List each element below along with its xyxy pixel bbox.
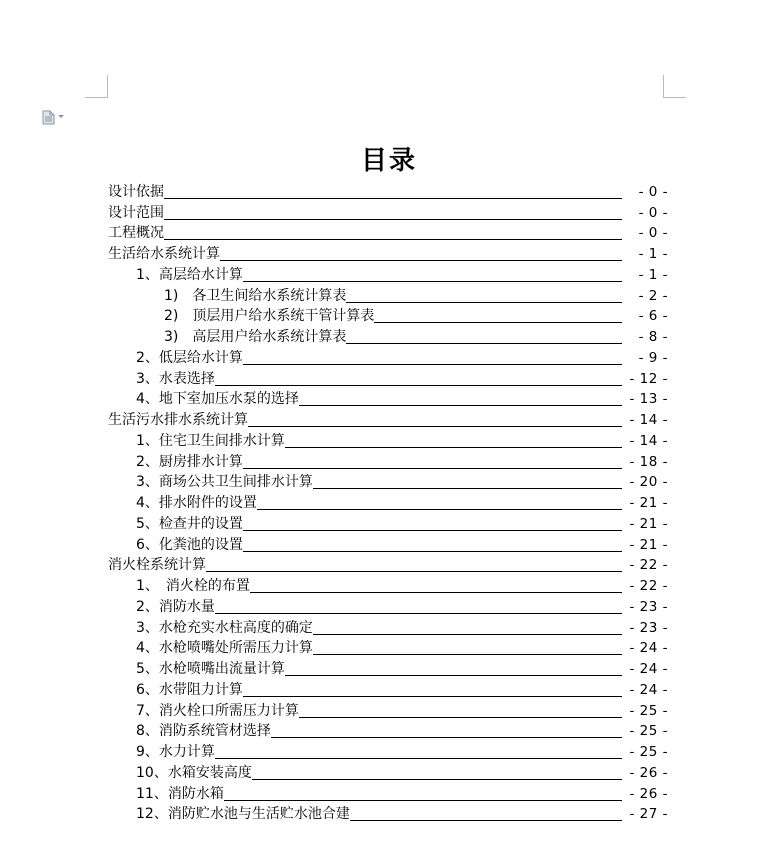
toc-entry-label: 6、水带阻力计算 [136, 681, 243, 698]
toc-entry[interactable] [108, 201, 668, 222]
toc-entry[interactable] [108, 325, 668, 346]
toc-entry-label: 生活给水系统计算 [108, 246, 220, 262]
toc-entry[interactable] [108, 471, 668, 492]
toc-entry-label: 3) 高层用户给水系统计算表 [164, 329, 347, 345]
toc-entry[interactable] [108, 782, 668, 803]
toc-entry-label: 工程概况 [108, 225, 164, 242]
toc-leader-line [350, 820, 622, 821]
toc-entry[interactable] [108, 408, 668, 429]
toc-entry-label: 2) 顶层用户给水系统干管计算表 [164, 308, 375, 325]
toc-entry-label: 消火栓系统计算 [108, 557, 206, 574]
toc-entry-label: 生活污水排水系统计算 [108, 412, 248, 428]
toc-leader-line [313, 654, 622, 655]
toc-entry-page-number: - 0 - [638, 225, 668, 242]
toc-leader-line [220, 260, 622, 261]
toc-entry-page-number: - 25 - [629, 702, 668, 719]
toc-leader-line [252, 779, 622, 780]
toc-entry[interactable] [108, 637, 668, 658]
toc-entry[interactable] [108, 720, 668, 741]
toc-entry-label: 3、水表选择 [136, 370, 215, 387]
toc-entry[interactable] [108, 450, 668, 471]
toc-entry-page-number: - 22 - [629, 578, 668, 594]
toc-leader-line [215, 613, 622, 614]
paste-options-button[interactable] [42, 109, 64, 125]
toc-entry-page-number: - 8 - [638, 329, 668, 345]
toc-entry-label: 5、水枪喷嘴出流量计算 [136, 661, 285, 677]
toc-entry-page-number: - 14 - [629, 412, 668, 428]
toc-entry[interactable] [108, 740, 668, 761]
toc-entry[interactable] [108, 533, 668, 554]
toc-leader-line [215, 758, 622, 759]
toc-entry-page-number: - 24 - [629, 681, 668, 698]
toc-entry-label: 1、 消火栓的布置 [136, 578, 250, 594]
toc-entry-label: 2、低层给水计算 [136, 349, 243, 366]
toc-leader-line [346, 343, 622, 344]
toc-entry-page-number: - 25 - [629, 744, 668, 760]
toc-entry-label: 设计依据 [108, 183, 164, 200]
toc-leader-line [164, 198, 622, 199]
toc-entry-page-number: - 18 - [629, 453, 668, 470]
toc-entry[interactable] [108, 657, 668, 678]
toc-leader-line [285, 447, 622, 448]
toc-entry-page-number: - 21 - [629, 536, 668, 553]
toc-leader-line [313, 634, 622, 635]
toc-entry-page-number: - 20 - [629, 474, 668, 491]
toc-entry-page-number: - 0 - [638, 204, 668, 221]
toc-entry[interactable] [108, 595, 668, 616]
toc-entry[interactable] [108, 616, 668, 637]
toc-leader-line [164, 239, 622, 240]
toc-entry[interactable] [108, 180, 668, 201]
page-corner-mark-top-right [663, 75, 686, 98]
toc-leader-line [243, 530, 622, 531]
toc-entry-page-number: - 6 - [638, 308, 668, 325]
toc-entry-label: 1) 各卫生间给水系统计算表 [164, 287, 347, 304]
toc-leader-line [243, 551, 622, 552]
toc-entry[interactable] [108, 367, 668, 388]
toc-leader-line [206, 571, 622, 572]
toc-entry-label: 2、厨房排水计算 [136, 453, 243, 470]
toc-leader-line [313, 488, 622, 489]
caret-down-icon [58, 115, 64, 119]
toc-entry[interactable] [108, 346, 668, 367]
toc-entry-label: 2、消防水量 [136, 598, 215, 615]
toc-leader-line [243, 696, 622, 697]
toc-entry-page-number: - 27 - [629, 806, 668, 823]
toc-entry-label: 设计范围 [108, 204, 164, 221]
toc-entry-label: 4、水枪喷嘴处所需压力计算 [136, 640, 313, 657]
toc-entry-label: 3、水枪充实水柱高度的确定 [136, 619, 313, 636]
toc-leader-line [374, 322, 622, 323]
toc-entry-page-number: - 24 - [629, 640, 668, 657]
toc-entry-page-number: - 13 - [629, 391, 668, 408]
toc-entry-label: 9、水力计算 [136, 744, 215, 760]
toc-entry[interactable] [108, 491, 668, 512]
table-of-contents [108, 180, 668, 823]
toc-entry-label: 5、检查井的设置 [136, 515, 243, 532]
toc-leader-line [243, 364, 622, 365]
toc-entry-label: 6、化粪池的设置 [136, 536, 243, 553]
toc-entry-label: 1、住宅卫生间排水计算 [136, 432, 285, 449]
toc-entry-label: 8、消防系统管材选择 [136, 723, 271, 740]
toc-entry-page-number: - 24 - [629, 661, 668, 677]
toc-entry[interactable] [108, 263, 668, 284]
toc-entry[interactable] [108, 761, 668, 782]
toc-entry-page-number: - 14 - [629, 432, 668, 449]
toc-leader-line [248, 426, 622, 427]
toc-leader-line [215, 385, 622, 386]
toc-entry-page-number: - 22 - [629, 557, 668, 574]
toc-entry[interactable] [108, 284, 668, 305]
toc-entry[interactable] [108, 222, 668, 243]
toc-leader-line [243, 281, 622, 282]
toc-entry-label: 3、商场公共卫生间排水计算 [136, 474, 313, 491]
toc-entry-label: 4、地下室加压水泵的选择 [136, 391, 299, 408]
toc-entry[interactable] [108, 429, 668, 450]
toc-entry-page-number: - 21 - [629, 515, 668, 532]
toc-leader-line [164, 219, 622, 220]
toc-title: 目录 [360, 146, 417, 176]
toc-entry[interactable] [108, 678, 668, 699]
toc-entry-page-number: - 23 - [629, 619, 668, 636]
toc-entry[interactable] [108, 242, 668, 263]
toc-entry-page-number: - 23 - [629, 598, 668, 615]
toc-leader-line [250, 592, 622, 593]
toc-entry-label: 1、高层给水计算 [136, 266, 243, 283]
toc-entry-label: 4、排水附件的设置 [136, 495, 257, 511]
toc-entry-page-number: - 26 - [629, 785, 668, 802]
toc-leader-line [285, 675, 622, 676]
toc-entry[interactable] [108, 512, 668, 533]
toc-leader-line [257, 509, 622, 510]
toc-entry[interactable] [108, 305, 668, 326]
toc-leader-line [299, 405, 622, 406]
toc-leader-line [243, 468, 622, 469]
toc-entry-page-number: - 12 - [629, 370, 668, 387]
toc-leader-line [299, 717, 622, 718]
toc-entry-page-number: - 26 - [629, 764, 668, 781]
toc-entry-page-number: - 1 - [638, 246, 668, 262]
toc-entry[interactable] [108, 699, 668, 720]
toc-entry-label: 7、消火栓口所需压力计算 [136, 702, 299, 719]
toc-leader-line [271, 737, 622, 738]
toc-leader-line [346, 302, 622, 303]
toc-leader-line [224, 800, 622, 801]
toc-entry-label: 11、消防水箱 [136, 785, 224, 802]
page-corner-mark-top-left [85, 75, 108, 98]
toc-entry[interactable] [108, 803, 668, 824]
document-icon [42, 110, 55, 125]
toc-entry-page-number: - 1 - [638, 266, 668, 283]
toc-entry-page-number: - 2 - [638, 287, 668, 304]
toc-entry[interactable] [108, 554, 668, 575]
toc-entry-label: 10、水箱安装高度 [136, 764, 252, 781]
toc-entry-page-number: - 25 - [629, 723, 668, 740]
toc-entry-page-number: - 21 - [629, 495, 668, 511]
toc-entry-label: 12、消防贮水池与生活贮水池合建 [136, 806, 350, 823]
toc-entry[interactable] [108, 388, 668, 409]
toc-entry[interactable] [108, 574, 668, 595]
toc-entry-page-number: - 9 - [638, 349, 668, 366]
toc-entry-page-number: - 0 - [638, 183, 668, 200]
